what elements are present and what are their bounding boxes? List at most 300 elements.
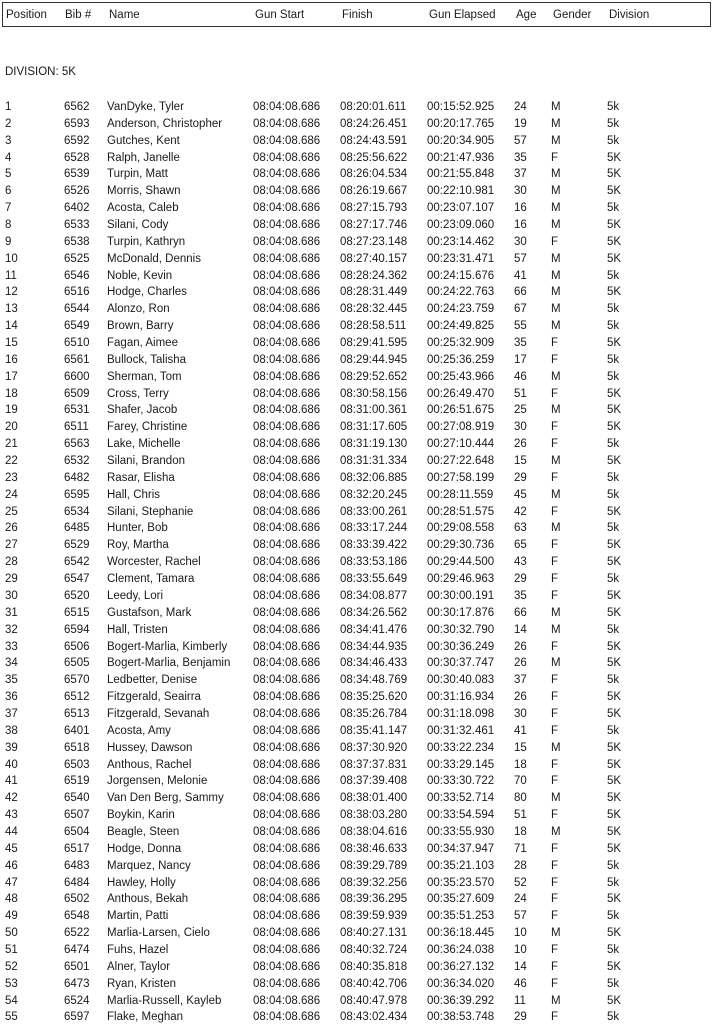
cell-bib: 6546 — [64, 269, 90, 282]
table-row — [0, 892, 716, 909]
cell-age: 70 — [514, 775, 527, 788]
cell-name: Turpin, Matt — [107, 168, 168, 181]
cell-division: 5K — [607, 455, 622, 468]
cell-gun-start: 08:04:08.686 — [253, 674, 321, 687]
cell-name: Fuhs, Hazel — [107, 943, 169, 956]
cell-finish: 08:31:00.361 — [340, 404, 408, 417]
cell-division: 5k — [607, 269, 620, 282]
cell-division: 5k — [607, 859, 620, 872]
cell-position: 54 — [5, 994, 18, 1007]
cell-age: 24 — [514, 101, 527, 113]
cell-bib: 6522 — [64, 927, 90, 940]
cell-name: Bogert-Marlia, Kimberly — [107, 640, 228, 653]
cell-gender: F — [551, 691, 559, 704]
cell-name: Hussey, Dawson — [107, 741, 193, 754]
cell-bib: 6561 — [64, 353, 90, 366]
column-header-gun-elapsed: Gun Elapsed — [429, 9, 496, 21]
cell-gun-start: 08:04:08.686 — [253, 471, 321, 484]
table-row — [0, 926, 716, 943]
cell-name: Ledbetter, Denise — [107, 674, 198, 687]
cell-finish: 08:40:42.706 — [340, 977, 408, 990]
cell-division: 5k — [607, 117, 620, 130]
cell-gun-elapsed: 00:33:54.594 — [427, 809, 495, 822]
cell-age: 51 — [514, 809, 527, 822]
cell-finish: 08:29:44.945 — [340, 353, 408, 366]
cell-age: 10 — [514, 927, 527, 940]
cell-gender: F — [551, 151, 559, 164]
cell-bib: 6483 — [64, 859, 90, 872]
cell-age: 26 — [514, 640, 527, 653]
cell-gender: F — [551, 640, 559, 653]
results-table-body — [0, 100, 716, 1027]
cell-gun-elapsed: 00:33:55.930 — [427, 825, 495, 838]
table-row — [0, 623, 716, 640]
cell-position: 28 — [5, 556, 18, 569]
cell-bib: 6503 — [64, 758, 90, 771]
cell-name: Anthous, Bekah — [107, 893, 189, 906]
cell-position: 47 — [5, 876, 18, 889]
cell-age: 45 — [514, 488, 527, 501]
cell-gun-start: 08:04:08.686 — [253, 404, 321, 417]
cell-bib: 6594 — [64, 623, 90, 636]
cell-division: 5K — [607, 252, 622, 265]
cell-gun-start: 08:04:08.686 — [253, 960, 321, 973]
cell-division: 5K — [607, 337, 622, 350]
cell-gun-start: 08:04:08.686 — [253, 505, 321, 518]
cell-gun-start: 08:04:08.686 — [253, 117, 321, 130]
cell-gender: M — [551, 370, 561, 383]
table-row — [0, 218, 716, 235]
cell-gun-elapsed: 00:23:31.471 — [427, 252, 495, 265]
column-header-name: Name — [109, 9, 140, 21]
cell-finish: 08:29:52.652 — [340, 370, 408, 383]
cell-gun-elapsed: 00:36:39.292 — [427, 994, 495, 1007]
column-header-gender: Gender — [553, 9, 592, 21]
cell-gun-start: 08:04:08.686 — [253, 606, 321, 619]
table-row — [0, 505, 716, 522]
cell-finish: 08:40:47.978 — [340, 994, 408, 1007]
cell-gun-start: 08:04:08.686 — [253, 235, 321, 248]
cell-gender: F — [551, 977, 559, 990]
table-row — [0, 269, 716, 286]
cell-age: 51 — [514, 387, 527, 400]
cell-bib: 6534 — [64, 505, 90, 518]
cell-bib: 6538 — [64, 235, 90, 248]
cell-gender: M — [551, 741, 561, 754]
cell-gun-elapsed: 00:36:24.038 — [427, 943, 495, 956]
cell-name: Beagle, Steen — [107, 825, 180, 838]
cell-division: 5k — [607, 876, 620, 889]
cell-finish: 08:26:19.667 — [340, 185, 408, 198]
cell-age: 42 — [514, 505, 527, 518]
cell-name: Silani, Stephanie — [107, 505, 194, 518]
cell-position: 55 — [5, 1011, 18, 1024]
table-row — [0, 690, 716, 707]
cell-bib: 6525 — [64, 252, 90, 265]
cell-name: Alonzo, Ron — [107, 303, 170, 316]
cell-position: 50 — [5, 927, 18, 940]
cell-gun-elapsed: 00:15:52.925 — [427, 101, 495, 113]
table-row — [0, 538, 716, 555]
cell-finish: 08:35:41.147 — [340, 724, 408, 737]
cell-name: Sherman, Tom — [107, 370, 182, 383]
cell-bib: 6512 — [64, 691, 90, 704]
cell-bib: 6517 — [64, 842, 90, 855]
cell-finish: 08:33:55.649 — [340, 573, 408, 586]
cell-name: Morris, Shawn — [107, 185, 181, 198]
cell-position: 26 — [5, 522, 18, 535]
table-row — [0, 117, 716, 134]
cell-name: Turpin, Kathryn — [107, 235, 186, 248]
results-table-header — [2, 2, 711, 27]
table-row — [0, 960, 716, 977]
cell-finish: 08:33:17.244 — [340, 522, 408, 535]
cell-bib: 6502 — [64, 893, 90, 906]
cell-name: Hawley, Holly — [107, 876, 176, 889]
cell-age: 11 — [514, 994, 526, 1007]
cell-gun-start: 08:04:08.686 — [253, 438, 321, 451]
cell-finish: 08:35:25.620 — [340, 691, 408, 704]
cell-gun-start: 08:04:08.686 — [253, 539, 321, 552]
cell-name: Jorgensen, Melonie — [107, 775, 208, 788]
cell-gun-start: 08:04:08.686 — [253, 202, 321, 215]
cell-gender: M — [551, 134, 561, 147]
table-row — [0, 859, 716, 876]
cell-division: 5k — [607, 134, 620, 147]
cell-name: Silani, Brandon — [107, 455, 185, 468]
cell-gun-elapsed: 00:22:10.981 — [427, 185, 495, 198]
cell-bib: 6542 — [64, 556, 90, 569]
cell-gun-elapsed: 00:35:27.609 — [427, 893, 495, 906]
cell-bib: 6531 — [64, 404, 90, 417]
table-row — [0, 370, 716, 387]
cell-age: 35 — [514, 151, 527, 164]
table-row — [0, 252, 716, 269]
cell-bib: 6473 — [64, 977, 90, 990]
cell-gun-elapsed: 00:24:15.676 — [427, 269, 495, 282]
cell-age: 52 — [514, 876, 527, 889]
cell-gender: M — [551, 792, 561, 805]
cell-gun-start: 08:04:08.686 — [253, 370, 321, 383]
cell-position: 5 — [5, 168, 12, 181]
cell-name: Rasar, Elisha — [107, 471, 175, 484]
cell-bib: 6548 — [64, 910, 90, 923]
cell-name: VanDyke, Tyler — [107, 101, 184, 113]
cell-position: 42 — [5, 792, 18, 805]
cell-division: 5K — [607, 168, 622, 181]
cell-division: 5K — [607, 775, 622, 788]
cell-name: Leedy, Lori — [107, 589, 164, 602]
cell-gender: F — [551, 573, 559, 586]
cell-bib: 6520 — [64, 589, 90, 602]
cell-finish: 08:37:37.831 — [340, 758, 408, 771]
cell-position: 6 — [5, 185, 12, 198]
cell-name: Alner, Taylor — [107, 960, 171, 973]
cell-age: 37 — [514, 168, 527, 181]
cell-age: 24 — [514, 893, 527, 906]
cell-age: 14 — [514, 623, 527, 636]
cell-division: 5k — [607, 522, 620, 535]
cell-name: Roy, Martha — [107, 539, 169, 552]
table-row — [0, 488, 716, 505]
cell-finish: 08:39:32.256 — [340, 876, 408, 889]
cell-division: 5K — [607, 691, 622, 704]
cell-name: Boykin, Karin — [107, 809, 175, 822]
cell-finish: 08:32:06.885 — [340, 471, 408, 484]
cell-age: 71 — [514, 842, 527, 855]
cell-position: 44 — [5, 825, 18, 838]
cell-gun-start: 08:04:08.686 — [253, 623, 321, 636]
cell-division: 5K — [607, 640, 622, 653]
cell-division: 5K — [607, 556, 622, 569]
cell-division: 5k — [607, 910, 620, 923]
cell-gender: F — [551, 235, 559, 248]
table-row — [0, 774, 716, 791]
cell-finish: 08:24:43.591 — [340, 134, 408, 147]
cell-age: 41 — [514, 724, 527, 737]
cell-bib: 6516 — [64, 286, 90, 299]
cell-bib: 6515 — [64, 606, 90, 619]
cell-finish: 08:40:27.131 — [340, 927, 408, 940]
cell-gender: M — [551, 455, 561, 468]
cell-finish: 08:28:31.449 — [340, 286, 408, 299]
cell-division: 5k — [607, 303, 620, 316]
cell-position: 29 — [5, 573, 18, 586]
cell-gun-start: 08:04:08.686 — [253, 488, 321, 501]
table-row — [0, 555, 716, 572]
cell-gun-elapsed: 00:28:51.575 — [427, 505, 495, 518]
cell-age: 41 — [514, 269, 527, 282]
cell-age: 55 — [514, 320, 527, 333]
table-row — [0, 134, 716, 151]
cell-bib: 6540 — [64, 792, 90, 805]
cell-bib: 6528 — [64, 151, 90, 164]
cell-gender: M — [551, 606, 561, 619]
cell-finish: 08:29:41.595 — [340, 337, 408, 350]
cell-gun-start: 08:04:08.686 — [253, 927, 321, 940]
cell-bib: 6562 — [64, 101, 90, 113]
cell-division: 5k — [607, 674, 620, 687]
cell-finish: 08:39:29.789 — [340, 859, 408, 872]
cell-division: 5k — [607, 202, 620, 215]
cell-name: Marlia-Larsen, Cielo — [107, 927, 210, 940]
table-row — [0, 791, 716, 808]
cell-finish: 08:39:36.295 — [340, 893, 408, 906]
cell-position: 34 — [5, 657, 18, 670]
cell-division: 5K — [607, 606, 622, 619]
cell-gun-elapsed: 00:36:18.445 — [427, 927, 495, 940]
cell-position: 51 — [5, 943, 18, 956]
cell-division: 5K — [607, 539, 622, 552]
cell-division: 5k — [607, 370, 620, 383]
cell-position: 48 — [5, 893, 18, 906]
cell-bib: 6529 — [64, 539, 90, 552]
cell-division: 5k — [607, 320, 620, 333]
cell-bib: 6526 — [64, 185, 90, 198]
cell-age: 30 — [514, 707, 527, 720]
cell-age: 16 — [514, 202, 527, 215]
cell-gun-elapsed: 00:24:22.763 — [427, 286, 495, 299]
table-row — [0, 808, 716, 825]
cell-gender: F — [551, 556, 559, 569]
cell-age: 16 — [514, 219, 527, 232]
cell-division: 5K — [607, 589, 622, 602]
cell-gender: F — [551, 539, 559, 552]
column-header-position: Position — [6, 9, 47, 21]
cell-division: 5K — [607, 809, 622, 822]
table-row — [0, 758, 716, 775]
cell-gun-start: 08:04:08.686 — [253, 758, 321, 771]
cell-division: 5k — [607, 438, 620, 451]
cell-finish: 08:26:04.534 — [340, 168, 408, 181]
cell-finish: 08:33:00.261 — [340, 505, 408, 518]
cell-finish: 08:35:26.784 — [340, 707, 408, 720]
cell-position: 22 — [5, 455, 18, 468]
cell-gun-elapsed: 00:30:17.876 — [427, 606, 495, 619]
cell-gun-elapsed: 00:34:37.947 — [427, 842, 495, 855]
table-row — [0, 842, 716, 859]
cell-division: 5K — [607, 286, 622, 299]
cell-position: 19 — [5, 404, 18, 417]
cell-division: 5K — [607, 792, 622, 805]
column-header-bib: Bib # — [65, 9, 92, 21]
cell-position: 45 — [5, 842, 18, 855]
table-row — [0, 876, 716, 893]
cell-age: 66 — [514, 286, 527, 299]
cell-position: 38 — [5, 724, 18, 737]
cell-gun-start: 08:04:08.686 — [253, 101, 321, 113]
cell-finish: 08:40:35.818 — [340, 960, 408, 973]
division-heading: DIVISION: 5K — [5, 66, 76, 78]
cell-position: 53 — [5, 977, 18, 990]
cell-gun-elapsed: 00:20:34.905 — [427, 134, 495, 147]
cell-gender: F — [551, 910, 559, 923]
cell-gun-elapsed: 00:25:36.259 — [427, 353, 495, 366]
cell-bib: 6593 — [64, 117, 90, 130]
cell-name: Fagan, Aimee — [107, 337, 178, 350]
cell-position: 35 — [5, 674, 18, 687]
cell-name: Fitzgerald, Sevanah — [107, 707, 210, 720]
table-row — [0, 319, 716, 336]
cell-finish: 08:38:46.633 — [340, 842, 408, 855]
cell-position: 17 — [5, 370, 18, 383]
cell-gun-elapsed: 00:27:10.444 — [427, 438, 495, 451]
cell-gender: F — [551, 758, 559, 771]
cell-name: Gustafson, Mark — [107, 606, 192, 619]
cell-name: Hall, Chris — [107, 488, 161, 501]
cell-gun-elapsed: 00:36:34.020 — [427, 977, 495, 990]
cell-gun-elapsed: 00:35:51.253 — [427, 910, 495, 923]
table-row — [0, 420, 716, 437]
cell-position: 24 — [5, 488, 18, 501]
cell-gender: F — [551, 960, 559, 973]
cell-position: 46 — [5, 859, 18, 872]
cell-age: 18 — [514, 758, 527, 771]
cell-age: 26 — [514, 691, 527, 704]
cell-gun-elapsed: 00:29:46.963 — [427, 573, 495, 586]
cell-age: 67 — [514, 303, 527, 316]
cell-position: 52 — [5, 960, 18, 973]
cell-age: 26 — [514, 657, 527, 670]
cell-division: 5K — [607, 927, 622, 940]
cell-gun-start: 08:04:08.686 — [253, 337, 321, 350]
cell-gun-elapsed: 00:26:51.675 — [427, 404, 495, 417]
cell-bib: 6501 — [64, 960, 90, 973]
cell-gun-start: 08:04:08.686 — [253, 252, 321, 265]
cell-division: 5K — [607, 505, 622, 518]
cell-bib: 6519 — [64, 775, 90, 788]
cell-gun-start: 08:04:08.686 — [253, 219, 321, 232]
cell-age: 66 — [514, 606, 527, 619]
cell-gun-start: 08:04:08.686 — [253, 977, 321, 990]
cell-gun-start: 08:04:08.686 — [253, 994, 321, 1007]
cell-name: Shafer, Jacob — [107, 404, 178, 417]
cell-gun-elapsed: 00:35:23.570 — [427, 876, 495, 889]
cell-gender: F — [551, 775, 559, 788]
table-row — [0, 606, 716, 623]
cell-age: 43 — [514, 556, 527, 569]
cell-gun-elapsed: 00:26:49.470 — [427, 387, 495, 400]
cell-finish: 08:25:56.622 — [340, 151, 408, 164]
cell-gender: M — [551, 825, 561, 838]
cell-position: 14 — [5, 320, 18, 333]
cell-name: Gutches, Kent — [107, 134, 180, 147]
table-row — [0, 454, 716, 471]
cell-division: 5k — [607, 1011, 620, 1024]
cell-gender: M — [551, 994, 561, 1007]
cell-gender: M — [551, 404, 561, 417]
cell-finish: 08:27:15.793 — [340, 202, 408, 215]
cell-bib: 6506 — [64, 640, 90, 653]
cell-gender: M — [551, 202, 561, 215]
cell-gun-start: 08:04:08.686 — [253, 809, 321, 822]
cell-gender: F — [551, 943, 559, 956]
cell-bib: 6511 — [64, 421, 89, 434]
cell-division: 5K — [607, 893, 622, 906]
cell-gender: F — [551, 859, 559, 872]
cell-gun-elapsed: 00:35:21.103 — [427, 859, 495, 872]
cell-age: 63 — [514, 522, 527, 535]
cell-gender: F — [551, 893, 559, 906]
cell-age: 57 — [514, 910, 527, 923]
cell-gender: M — [551, 657, 561, 670]
cell-gender: F — [551, 674, 559, 687]
table-row — [0, 572, 716, 589]
cell-bib: 6513 — [64, 707, 90, 720]
cell-gun-elapsed: 00:31:32.461 — [427, 724, 495, 737]
cell-name: Hall, Tristen — [107, 623, 168, 636]
cell-name: Bullock, Talisha — [107, 353, 187, 366]
cell-gun-elapsed: 00:31:18.098 — [427, 707, 495, 720]
cell-name: Clement, Tamara — [107, 573, 195, 586]
cell-finish: 08:38:01.400 — [340, 792, 408, 805]
cell-age: 15 — [514, 455, 527, 468]
cell-gender: M — [551, 252, 561, 265]
cell-gun-start: 08:04:08.686 — [253, 741, 321, 754]
cell-bib: 6570 — [64, 674, 90, 687]
cell-position: 27 — [5, 539, 18, 552]
cell-gun-start: 08:04:08.686 — [253, 724, 321, 737]
table-row — [0, 201, 716, 218]
cell-gender: M — [551, 522, 561, 535]
cell-finish: 08:32:20.245 — [340, 488, 408, 501]
cell-finish: 08:39:59.939 — [340, 910, 408, 923]
cell-finish: 08:28:58.511 — [340, 320, 407, 333]
cell-gender: F — [551, 876, 559, 889]
cell-gun-elapsed: 00:27:22.648 — [427, 455, 495, 468]
table-row — [0, 521, 716, 538]
cell-finish: 08:34:48.769 — [340, 674, 408, 687]
